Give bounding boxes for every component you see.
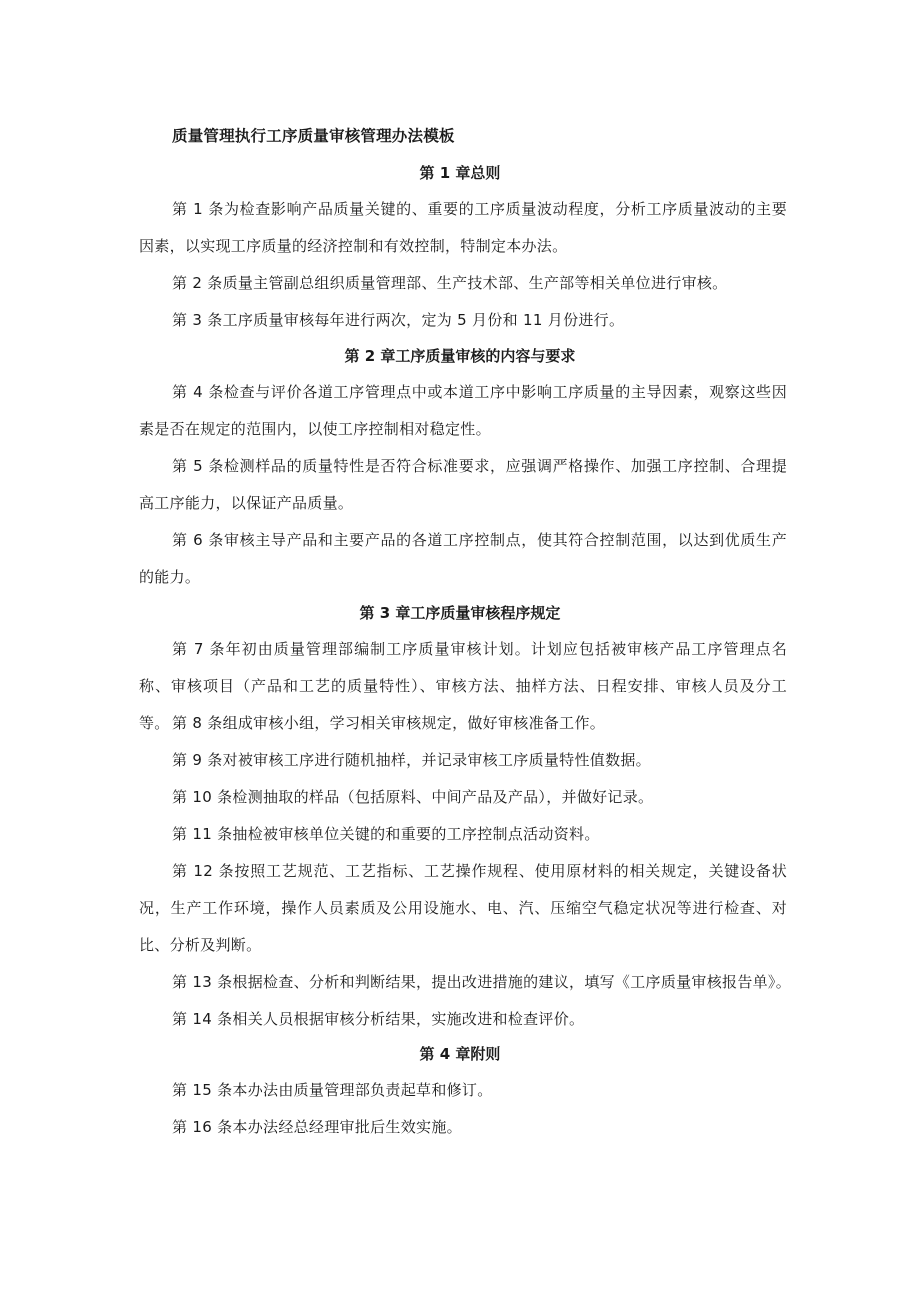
- article-4: 第 4 条检查与评价各道工序管理点中或本道工序中影响工序质量的主导因素，观察这些因素是否在规定的范围内，以使工序控制相对稳定性。: [139, 383, 787, 438]
- article-1: 第 1 条为检查影响产品质量关键的、重要的工序质量波动程度，分析工序质量波动的主要因素，以实现工序质量的经济控制和有效控制，特制定本办法。: [139, 200, 787, 255]
- document-title: 质量管理执行工序质量审核管理办法模板: [172, 127, 455, 145]
- article-8: 第 8 条组成审核小组，学习相关审核规定，做好审核准备工作。: [172, 714, 606, 732]
- article-15: 第 15 条本办法由质量管理部负责起草和修订。: [172, 1081, 493, 1099]
- chapter-2-heading: 第 2 章工序质量审核的内容与要求: [344, 347, 576, 365]
- article-16: 第 16 条本办法经总经理审批后生效实施。: [172, 1118, 462, 1136]
- article-3: 第 3 条工序质量审核每年进行两次，定为 5 月份和 11 月份进行。: [172, 311, 625, 329]
- chapter-1-heading: 第 1 章总则: [419, 164, 501, 182]
- chapter-3-heading: 第 3 章工序质量审核程序规定: [359, 604, 561, 622]
- article-9: 第 9 条对被审核工序进行随机抽样，并记录审核工序质量特性值数据。: [172, 751, 651, 769]
- article-6: 第 6 条审核主导产品和主要产品的各道工序控制点，使其符合控制范围，以达到优质生产的能力。: [139, 531, 787, 586]
- article-10: 第 10 条检测抽取的样品（包括原料、中间产品及产品），并做好记录。: [172, 788, 654, 806]
- article-2: 第 2 条质量主管副总组织质量管理部、生产技术部、生产部等相关单位进行审核。: [172, 274, 728, 292]
- article-12: 第 12 条按照工艺规范、工艺指标、工艺操作规程、使用原材料的相关规定，关键设备状况，生产工作环境，操作人员素质及公用设施水、电、汽、压缩空气稳定状况等进行检查、对比、分析及判断。: [139, 862, 787, 954]
- article-13: 第 13 条根据检查、分析和判断结果，提出改进措施的建议，填写《工序质量审核报告单》。: [172, 973, 792, 991]
- article-7: 第 7 条年初由质量管理部编制工序质量审核计划。计划应包括被审核产品工序管理点名称、审核项目（产品和工艺的质量特性）、审核方法、抽样方法、日程安排、审核人员及分工等。: [139, 640, 787, 732]
- article-14: 第 14 条相关人员根据审核分析结果，实施改进和检查评价。: [172, 1010, 585, 1028]
- article-5: 第 5 条检测样品的质量特性是否符合标准要求，应强调严格操作、加强工序控制、合理提高工序能力，以保证产品质量。: [139, 457, 787, 512]
- article-11: 第 11 条抽检被审核单位关键的和重要的工序控制点活动资料。: [172, 825, 600, 843]
- chapter-4-heading: 第 4 章附则: [419, 1045, 501, 1063]
